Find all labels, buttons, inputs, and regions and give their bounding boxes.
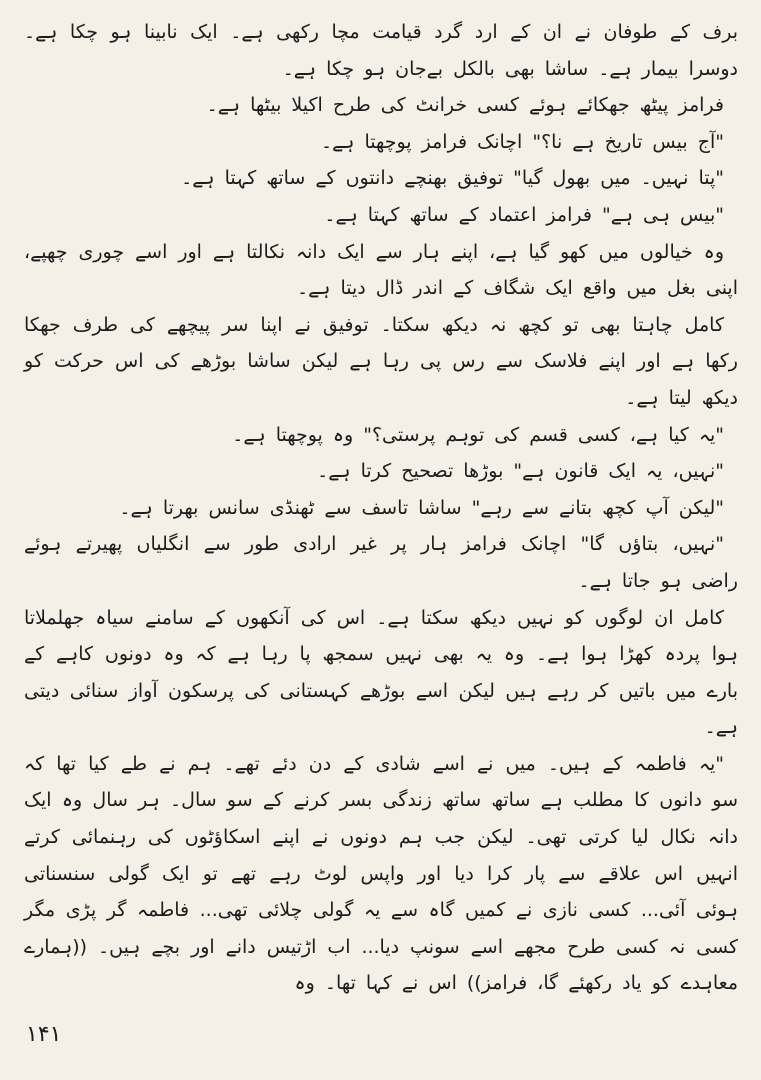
paragraph-5: "بیس ہی ہے" فرامز اعتماد کے ساتھ کہتا ہے۔ [324,203,724,226]
paragraph-10: "لیکن آپ کچھ بتانے سے رہے" ساشا تاسف سے ٹھنڈی سانس بھرتا ہے۔ [119,496,724,519]
paragraph-9: "نہیں، یہ ایک قانون ہے" بوڑھا تصحیح کرتا ہے۔ [317,460,724,483]
paragraph-4: "پتا نہیں۔ میں بھول گیا" توفیق بھنچے دانتوں کے ساتھ کہتا ہے۔ [181,167,724,190]
paragraph-3: "آج بیس تاریخ ہے نا؟" اچانک فرامز پوچھتا ہے۔ [321,130,724,153]
page-number: ۱۴۱ [26,1022,62,1047]
paragraph-8: "یہ کیا ہے، کسی قسم کی توہم پرستی؟" وہ پوچھتا ہے۔ [232,423,724,446]
paragraph-13: "یہ فاطمہ کے ہیں۔ میں نے اسے شادی کے دن دئے تھے۔ ہم نے طے کیا تھا کہ سو دانوں کا مطلب ہے ساتھ ساتھ زندگی بسر کرنے کے سو سال۔ ہر سال وہ ایک دانہ نکال لیا کرتی تھی۔ لیکن جب ہم دونوں نے اپنے اسکاؤٹوں کی رہنمائی کرتے انہیں اس علاقے سے پار کرا دیا اور واپس لوٹ رہے تھے تو ایک گولی سنسناتی ہوئی آئی... کسی نازی نے کمیں گاہ سے یہ گولی چلائی تھی... فاطمہ گر پڑی مگر کسی نہ کسی طرح مجھے اسے سونپ دیا... اب اڑتیس دانے اور بچے ہیں۔ ((ہمارے معاہدے کو یاد رکھئے گا، فرامز)) اس نے کہا تھا۔ وہ [24,752,738,995]
paragraph-11: "نہیں، بتاؤں گا" اچانک فرامز ہار پر غیر ارادی طور سے انگلیاں پھیرتے ہوئے راضی ہو جاتا ہے۔ [24,533,738,592]
paragraph-6: وہ خیالوں میں کھو گیا ہے، اپنے ہار سے ایک دانہ نکالتا ہے اور اسے چوری چھپے، اپنی بغل میں واقع ایک شگاف کے اندر ڈال دیتا ہے۔ [24,240,738,300]
paragraph-1: برف کے طوفان نے ان کے ارد گرد قیامت مچا رکھی ہے۔ ایک نابینا ہو چکا ہے۔ دوسرا بیمار ہے۔ ساشا بھی بالکل بےجان ہو چکا ہے۔ [24,21,738,80]
page-body-text [24,14,738,1002]
paragraph-12: کامل ان لوگوں کو نہیں دیکھ سکتا ہے۔ اس کی آنکھوں کے سامنے سیاہ جھلملاتا ہوا پردہ کھڑا ہوا ہے۔ وہ یہ بھی نہیں سمجھ پا رہا ہے کہ وہ دونوں کاہے کے بارے میں باتیں کر رہے ہیں لیکن اسے بوڑھے کہستانی کی پرسکون آواز سنائی دیتی ہے۔ [24,606,738,739]
paragraph-2: فرامز پیٹھ جھکائے ہوئے کسی خرانٹ کی طرح اکیلا بیٹھا ہے۔ [206,94,724,117]
paragraph-7: کامل چاہتا بھی تو کچھ نہ دیکھ سکتا۔ توفیق نے اپنا سر پیچھے کی طرف جھکا رکھا ہے اور اپنے فلاسک سے رس پی رہا ہے لیکن ساشا بوڑھے کی اس حرکت کو دیکھ لیتا ہے۔ [24,313,738,409]
